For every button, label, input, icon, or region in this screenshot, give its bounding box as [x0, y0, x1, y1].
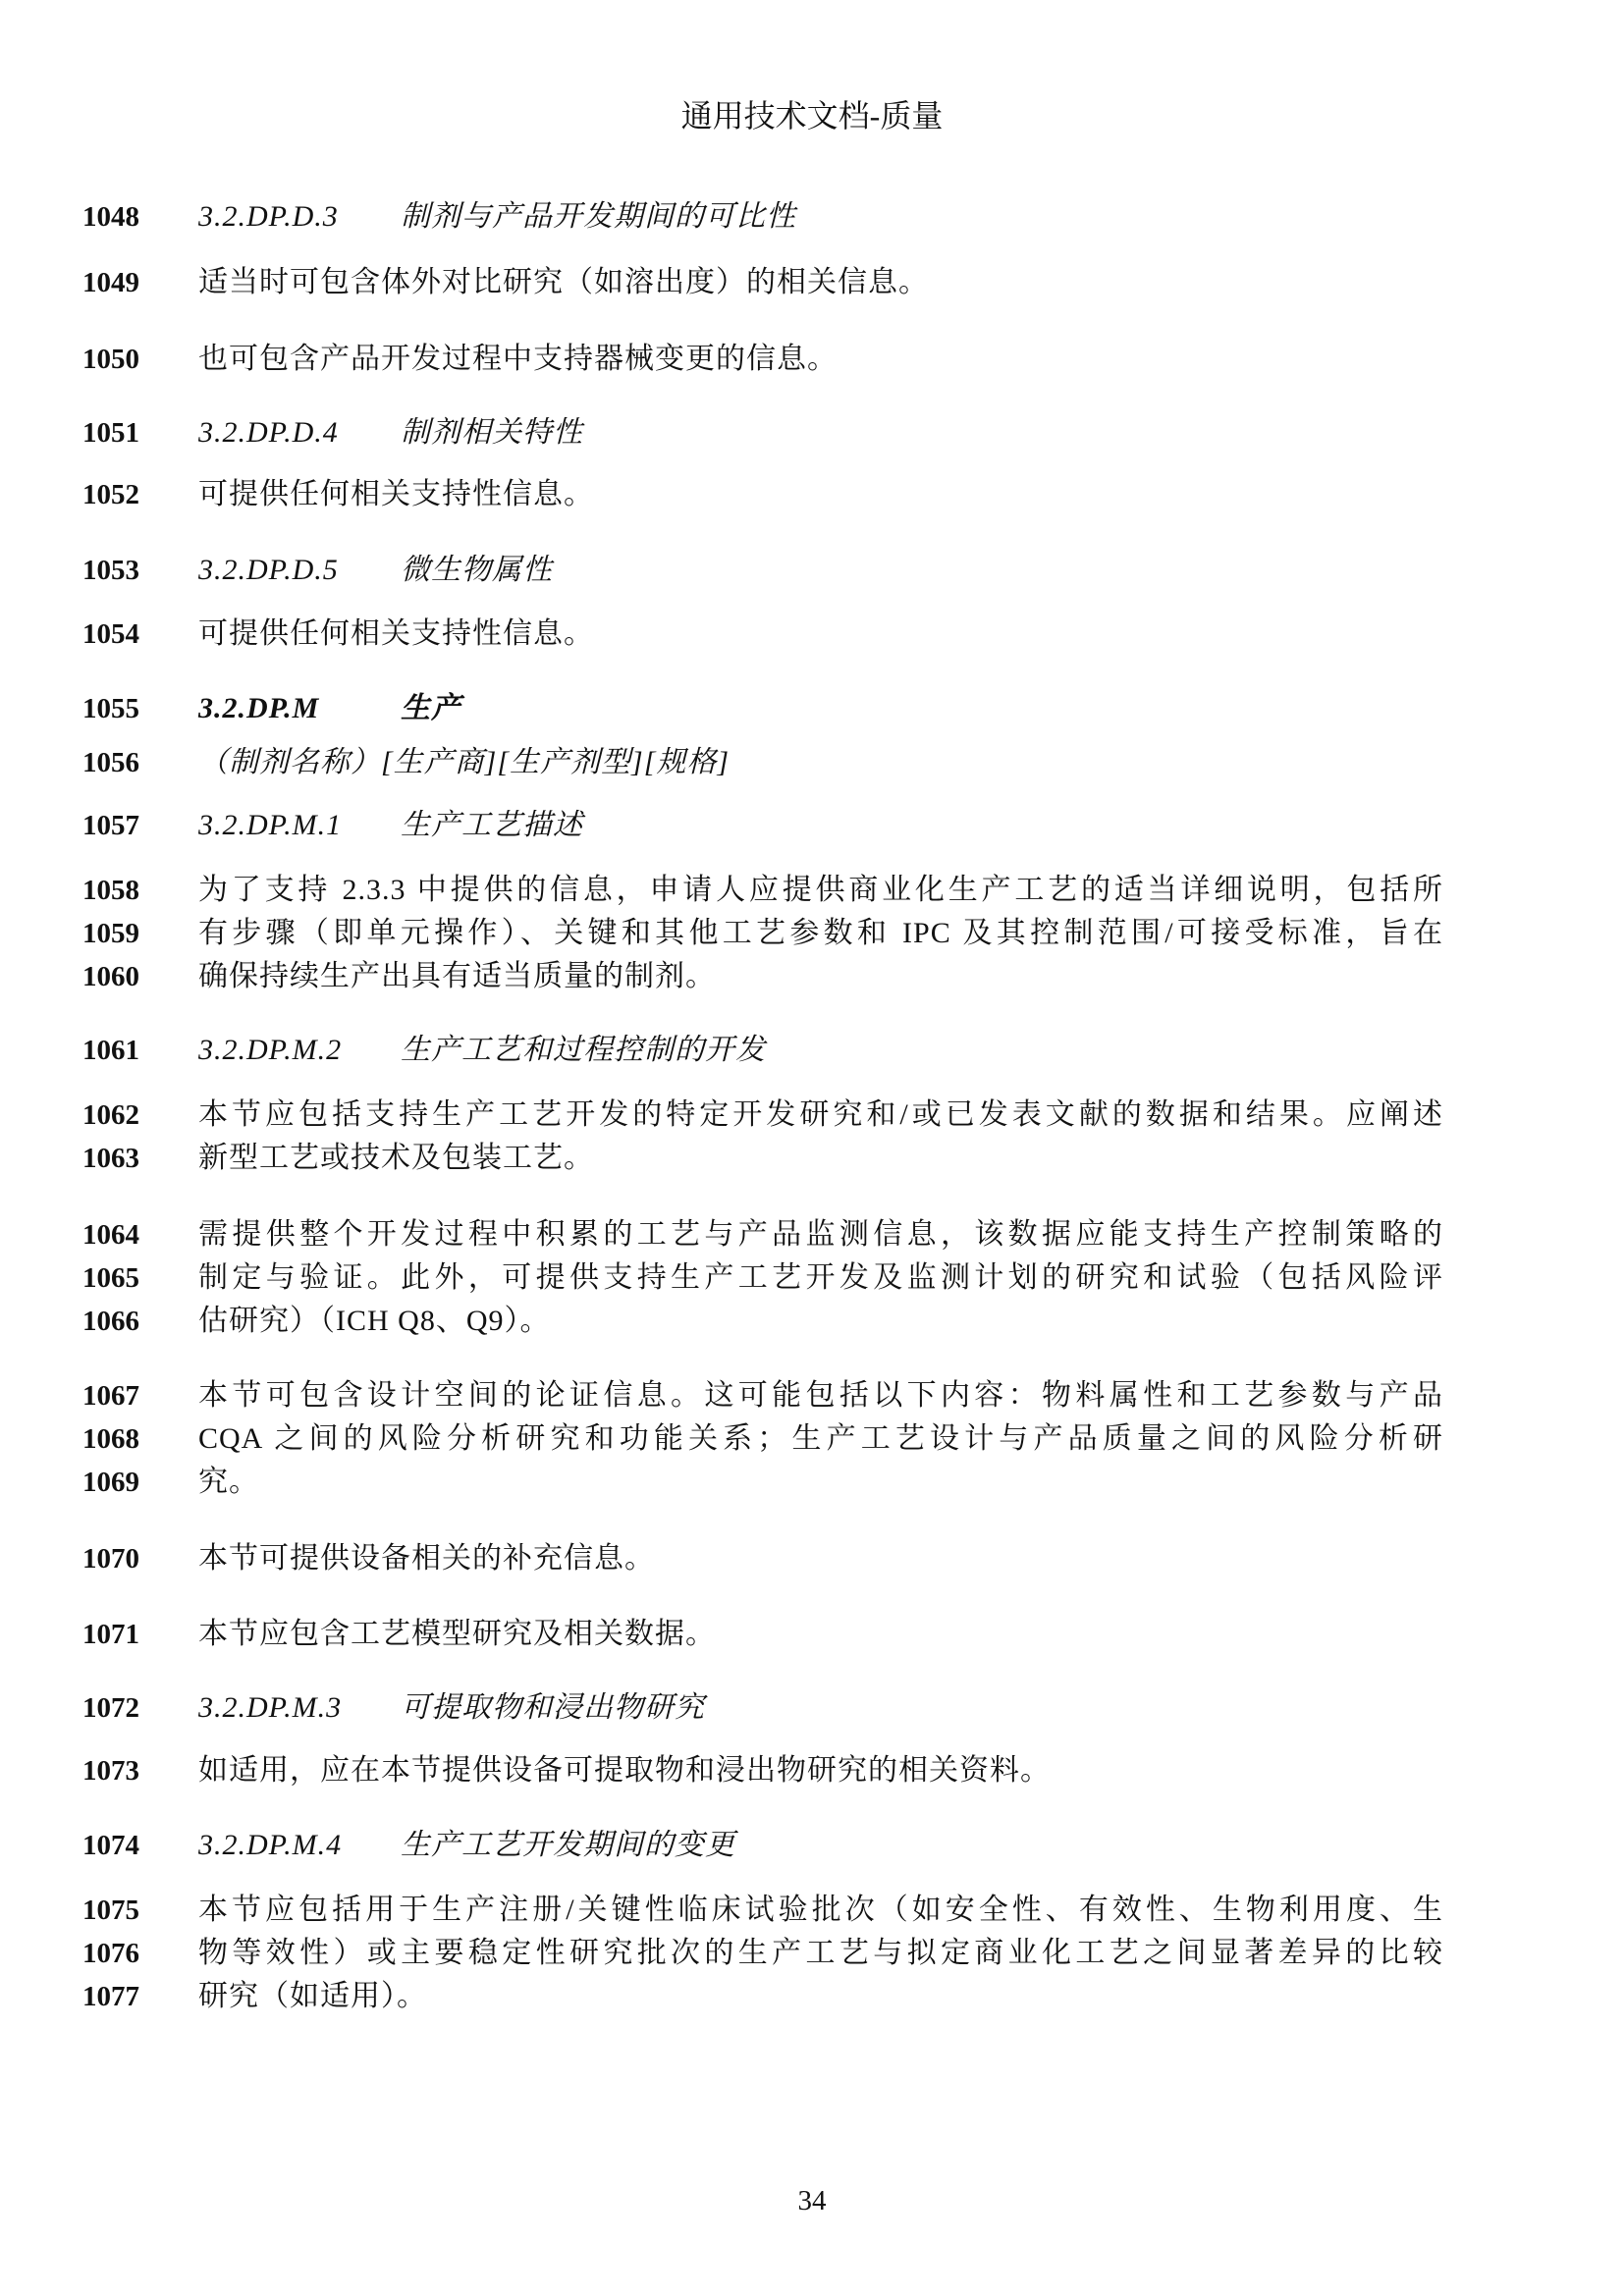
section-title: 可提取物和浸出物研究 [401, 1691, 705, 1724]
section-heading-3-2-dp-d-5 [198, 553, 553, 588]
line-number: 1059 [82, 918, 139, 949]
line-number: 1071 [82, 1619, 139, 1650]
line-number: 1052 [82, 479, 139, 510]
line-number: 1056 [82, 747, 139, 778]
section-heading-3-2-dp-d-3 [198, 199, 796, 235]
line-number: 1068 [82, 1423, 139, 1455]
body-text-line: 本节应包括用于生产注册/关键性临床试验批次（如安全性、有效性、生物利用度、生 [198, 1894, 1443, 1926]
line-number: 1061 [82, 1035, 139, 1066]
line-number: 1057 [82, 810, 139, 841]
line-number: 1070 [82, 1543, 139, 1575]
line-number: 1055 [82, 693, 139, 724]
body-text-line: 本节应包括支持生产工艺开发的特定开发研究和/或已发表文献的数据和结果。应阐述 [198, 1098, 1443, 1131]
body-text-line: 估研究）（ICH Q8、Q9）。 [198, 1305, 551, 1337]
line-number: 1072 [82, 1692, 139, 1724]
section-title: 生产工艺和过程控制的开发 [401, 1034, 766, 1066]
line-number: 1073 [82, 1755, 139, 1787]
line-number: 1050 [82, 344, 139, 375]
section-heading-3-2-dp-m-2 [198, 1033, 766, 1068]
section-heading-3-2-dp-m-3 [198, 1690, 705, 1726]
body-text-line: CQA 之间的风险分析研究和功能关系；生产工艺设计与产品质量之间的风险分析研 [198, 1422, 1443, 1455]
line-number: 1075 [82, 1895, 139, 1926]
line-number: 1053 [82, 555, 139, 586]
body-text-line: 研究（如适用）。 [198, 1980, 427, 2012]
body-text-line: 制定与验证。此外，可提供支持生产工艺开发及监测计划的研究和试验（包括风险评 [198, 1261, 1443, 1294]
line-number: 1049 [82, 267, 139, 298]
line-number: 1064 [82, 1219, 139, 1251]
body-text-line: 物等效性）或主要稳定性研究批次的生产工艺与拟定商业化工艺之间显著差异的比较 [198, 1937, 1443, 1969]
body-text-line: 为了支持 2.3.3 中提供的信息，申请人应提供商业化生产工艺的适当详细说明，包括所 [198, 874, 1443, 906]
page-header: 通用技术文档-质量 [680, 98, 944, 133]
line-number: 1067 [82, 1380, 139, 1412]
line-number: 1063 [82, 1143, 139, 1174]
section-code: 3.2.DP.M.1 [198, 809, 343, 841]
section-title: 微生物属性 [401, 554, 553, 586]
line-number: 1076 [82, 1938, 139, 1969]
section-title: 生产 [401, 692, 461, 724]
line-number: 1069 [82, 1467, 139, 1498]
body-text-line: 新型工艺或技术及包装工艺。 [198, 1142, 594, 1174]
section-title: 制剂与产品开发期间的可比性 [401, 200, 796, 233]
section-title: 生产工艺开发期间的变更 [401, 1829, 735, 1861]
body-text-line: 可提供任何相关支持性信息。 [198, 478, 594, 510]
body-text-line: 确保持续生产出具有适当质量的制剂。 [198, 960, 716, 992]
section-title: 制剂相关特性 [401, 416, 583, 449]
section-code: 3.2.DP.M [198, 692, 320, 724]
line-number: 1054 [82, 618, 139, 650]
body-text-line: 需提供整个开发过程中积累的工艺与产品监测信息，该数据应能支持生产控制策略的 [198, 1218, 1443, 1251]
section-code: 3.2.DP.D.5 [198, 554, 339, 586]
section-title: 生产工艺描述 [401, 809, 583, 841]
body-text-line: 可提供任何相关支持性信息。 [198, 617, 594, 650]
body-text-line: 适当时可包含体外对比研究（如溶出度）的相关信息。 [198, 266, 929, 298]
product-placeholder-line: （制剂名称）[生产商][生产剂型][规格] [198, 746, 731, 778]
line-number: 1060 [82, 961, 139, 992]
line-number: 1062 [82, 1099, 139, 1131]
line-number: 1058 [82, 875, 139, 906]
line-number: 1051 [82, 417, 139, 449]
body-text-line: 如适用，应在本节提供设备可提取物和浸出物研究的相关资料。 [198, 1754, 1051, 1787]
body-text-line: 本节应包含工艺模型研究及相关数据。 [198, 1618, 716, 1650]
line-number: 1065 [82, 1262, 139, 1294]
line-number: 1048 [82, 201, 139, 233]
body-text-line: 本节可包含设计空间的论证信息。这可能包括以下内容：物料属性和工艺参数与产品 [198, 1379, 1443, 1412]
section-heading-3-2-dp-m-4 [198, 1828, 735, 1863]
body-text-line: 有步骤（即单元操作）、关键和其他工艺参数和 IPC 及其控制范围/可接受标准，旨在 [198, 917, 1443, 949]
body-text-line: 本节可提供设备相关的补充信息。 [198, 1542, 655, 1575]
section-heading-3-2-dp-d-4 [198, 415, 583, 451]
line-number: 1074 [82, 1830, 139, 1861]
page-number: 34 [797, 2185, 827, 2216]
section-code: 3.2.DP.D.3 [198, 200, 339, 233]
section-code: 3.2.DP.M.4 [198, 1829, 343, 1861]
section-heading-3-2-dp-m-1 [198, 808, 583, 843]
section-heading-3-2-dp-m [198, 691, 461, 726]
body-text-line: 也可包含产品开发过程中支持器械变更的信息。 [198, 343, 838, 375]
section-code: 3.2.DP.M.3 [198, 1691, 343, 1724]
line-number: 1077 [82, 1981, 139, 2012]
section-code: 3.2.DP.M.2 [198, 1034, 343, 1066]
line-number: 1066 [82, 1306, 139, 1337]
body-text-line: 究。 [198, 1466, 259, 1498]
section-code: 3.2.DP.D.4 [198, 416, 339, 449]
